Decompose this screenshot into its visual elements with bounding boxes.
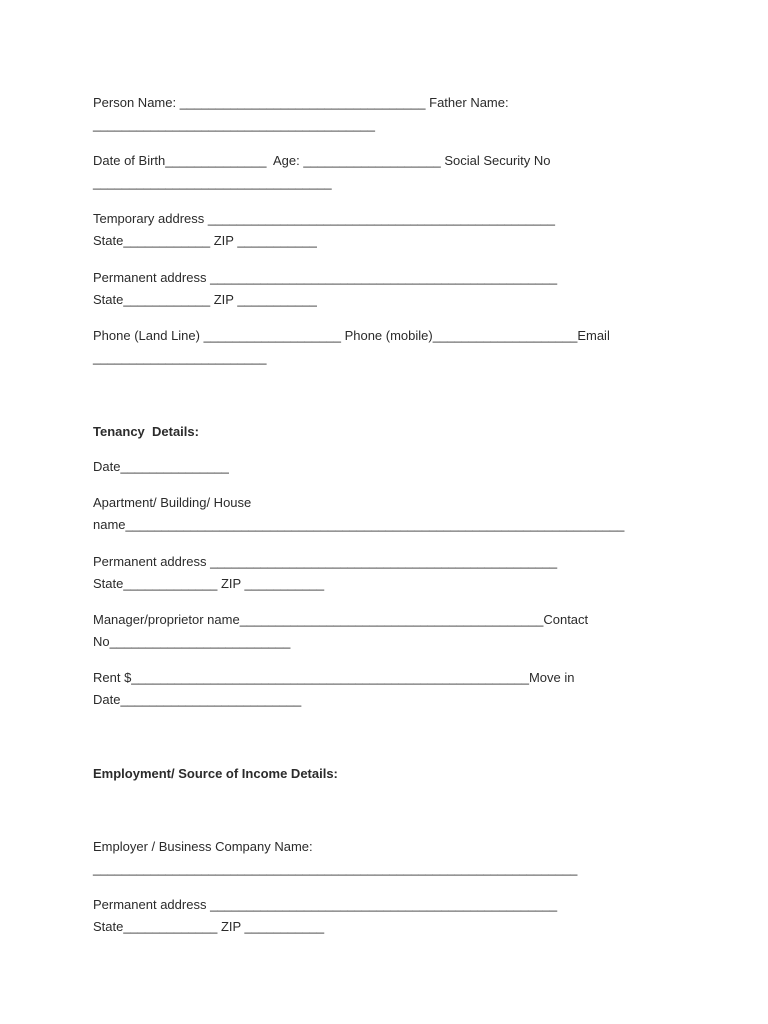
rent-line[interactable]: Rent $_______________________________________________________Move in <box>93 670 575 685</box>
contact-no-line[interactable]: No_________________________ <box>93 634 291 649</box>
employment-state-zip-line[interactable]: State_____________ ZIP ___________ <box>93 919 325 934</box>
ssn-blank[interactable]: _________________________________ <box>93 175 332 190</box>
dob-age-ssn-line[interactable]: Date of Birth______________ Age: ___________________ Social Security No <box>93 153 551 168</box>
temporary-state-zip-line[interactable]: State____________ ZIP ___________ <box>93 233 317 248</box>
tenancy-state-zip-line[interactable]: State_____________ ZIP ___________ <box>93 576 325 591</box>
employer-label: Employer / Business Company Name: <box>93 839 313 854</box>
employment-heading: Employment/ Source of Income Details: <box>93 766 338 781</box>
permanent-state-zip-line[interactable]: State____________ ZIP ___________ <box>93 292 317 307</box>
employer-name-line[interactable]: ___________________________________________________________________ <box>93 861 578 876</box>
person-father-name-line[interactable]: Person Name: __________________________________ Father Name: <box>93 95 509 110</box>
apartment-name-line[interactable]: name_____________________________________________________________________ <box>93 517 625 532</box>
email-blank[interactable]: ________________________ <box>93 350 267 365</box>
tenancy-details-heading: Tenancy Details: <box>93 424 199 439</box>
father-name-blank[interactable]: _______________________________________ <box>93 117 375 132</box>
move-in-date-line[interactable]: Date_________________________ <box>93 692 302 707</box>
tenancy-permanent-address-line[interactable]: Permanent address ________________________________________________ <box>93 554 558 569</box>
temporary-address-line[interactable]: Temporary address ________________________________________________ <box>93 211 555 226</box>
manager-name-line[interactable]: Manager/proprietor name__________________________________________Contact <box>93 612 589 627</box>
permanent-address-line[interactable]: Permanent address ________________________________________________ <box>93 270 558 285</box>
apartment-label: Apartment/ Building/ House <box>93 495 252 510</box>
tenancy-date-line[interactable]: Date_______________ <box>93 459 229 474</box>
phone-email-line[interactable]: Phone (Land Line) ___________________ Phone (mobile)____________________Email <box>93 328 610 343</box>
employment-permanent-address-line[interactable]: Permanent address ________________________________________________ <box>93 897 558 912</box>
